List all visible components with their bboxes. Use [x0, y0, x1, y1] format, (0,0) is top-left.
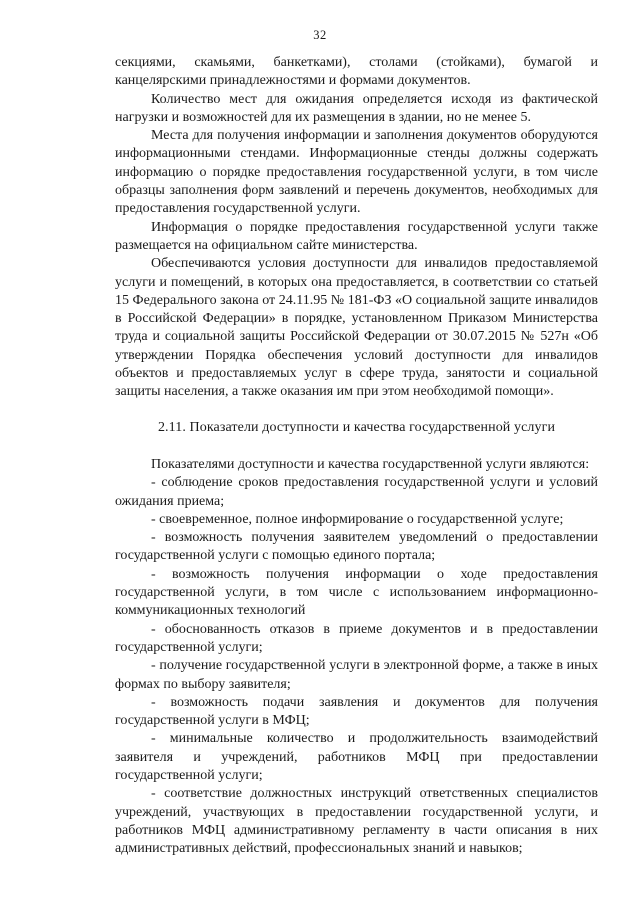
list-item: - соответствие должностных инструкций ответственных специалистов учреждений, участвующих в предоставлении государственной услуги, и работников МФЦ административному регламенту в части описания в них административных действий, профессиональных знаний и навыков;: [115, 786, 598, 857]
paragraph-accessibility: Обеспечиваются условия доступности для инвалидов предоставляемой услуги и помещений, в которых она предоставляется, в соответствии со статьей 15 Федерального закона от 24.11.95 № 181-ФЗ «О социальной защите инвалидов в Российской Федерации» в порядке, установленном Приказом Министерства труда и социальной защиты Российской Федерации от 30.07.2015 № 527н «Об утверждении Порядка обеспечения условий доступности для инвалидов объектов и предоставляемых услуг в сфере труда, занятости и социальной защиты населения, а также оказания им при этом необходимой помощи».: [115, 256, 598, 400]
paragraph-waiting-places: Количество мест для ожидания определяется исходя из фактической нагрузки и возможностей для их размещения в здании, но не менее 5.: [115, 91, 598, 125]
list-item: - соблюдение сроков предоставления государственной услуги и условий ожидания приема;: [115, 475, 598, 509]
document-body: [115, 54, 598, 858]
list-item: - получение государственной услуги в электронной форме, а также в иных формах по выбору заявителя;: [115, 658, 598, 692]
paragraph-info-stands: Места для получения информации и заполнения документов оборудуются информационными стендами. Информационные стенды должны содержать информацию о порядке предоставления государственной услуги, в том числе образцы заполнения форм заявлений и перечень документов, необходимых для предоставления государственной услуги.: [115, 128, 598, 217]
list-item: - минимальные количество и продолжительность взаимодействий заявителя и учреждений, работников МФЦ при предоставлении государственной услуги;: [115, 731, 598, 783]
list-item: - своевременное, полное информирование о государственной услуге;: [151, 511, 564, 527]
section-heading: 2.11. Показатели доступности и качества государственной услуги: [157, 419, 556, 435]
paragraph-official-site: Информация о порядке предоставления государственной услуги также размещается на официальном сайте министерства.: [115, 219, 598, 253]
list-item: - обоснованность отказов в приеме документов и в предоставлении государственной услуги;: [115, 621, 598, 655]
list-item: - возможность получения заявителем уведомлений о предоставлении государственной услуги с помощью единого портала;: [115, 530, 598, 564]
page-number: 32: [313, 28, 327, 42]
paragraph-continuation: секциями, скамьями, банкетками), столами (стойками), бумагой и канцелярскими принадлежностями и формами документов.: [115, 55, 598, 89]
list-item: - возможность получения информации о ходе предоставления государственной услуги, в том числе с использованием информационно-коммуникационных технологий: [115, 566, 598, 619]
paragraph-indicators-intro: Показателями доступности и качества государственной услуги являются:: [151, 456, 590, 472]
list-item: - возможность подачи заявления и документов для получения государственной услуги в МФЦ;: [115, 694, 598, 729]
